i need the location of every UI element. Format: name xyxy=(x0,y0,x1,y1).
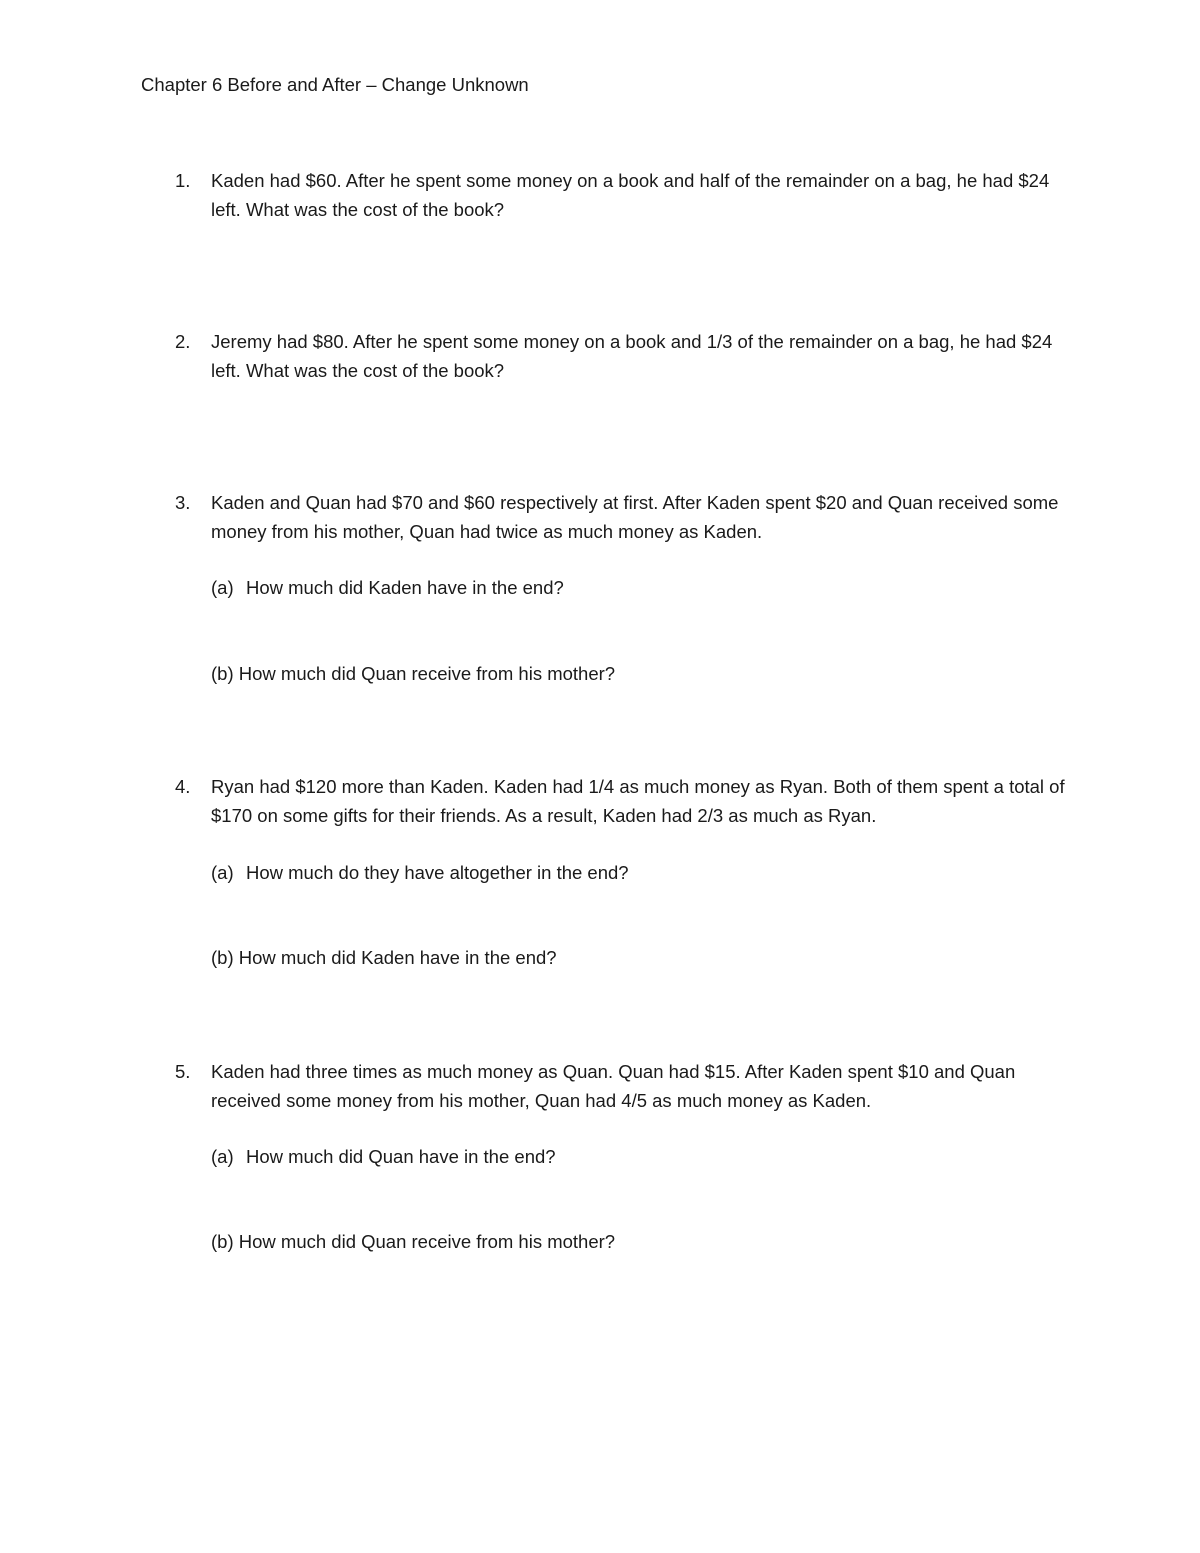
part-label: (b) xyxy=(211,1231,234,1252)
part-text: How much did Kaden have in the end? xyxy=(238,947,557,968)
part-text: How much did Quan receive from his mother? xyxy=(238,1231,616,1252)
question-4-part-a xyxy=(211,861,629,885)
part-label: (a) xyxy=(211,1146,234,1167)
question-number: 3. xyxy=(175,492,191,513)
question-3 xyxy=(141,489,1081,546)
part-text: How much did Quan receive from his mother? xyxy=(238,663,616,684)
question-number: 4. xyxy=(175,776,191,797)
question-5-part-a xyxy=(211,1145,556,1169)
part-label: (b) xyxy=(211,663,234,684)
question-5 xyxy=(141,1058,1081,1115)
question-4-part-b xyxy=(211,946,557,970)
question-4 xyxy=(141,773,1081,830)
question-1 xyxy=(141,167,1081,224)
part-label: (a) xyxy=(211,862,234,883)
part-label: (a) xyxy=(211,577,234,598)
document-title: Chapter 6 Before and After – Change Unknown xyxy=(141,74,529,95)
question-text: Ryan had $120 more than Kaden. Kaden had 1/4 as much money as Ryan. Both of them spent a total of $170 on some gifts for their friends. As a result, Kaden had 2/3 as much as Ryan. xyxy=(211,776,1065,826)
question-text: Kaden had $60. After he spent some money on a book and half of the remainder on a bag, he had $24 left. What was the cost of the book? xyxy=(211,170,1050,220)
question-number: 5. xyxy=(175,1061,191,1082)
part-text: How much did Kaden have in the end? xyxy=(246,577,564,598)
question-text: Jeremy had $80. After he spent some money on a book and 1/3 of the remainder on a bag, he had $24 left. What was the cost of the book? xyxy=(211,331,1053,381)
question-number: 2. xyxy=(175,331,191,352)
question-3-part-b xyxy=(211,662,615,686)
question-text: Kaden and Quan had $70 and $60 respectively at first. After Kaden spent $20 and Quan received some money from his mother, Quan had twice as much money as Kaden. xyxy=(211,492,1059,542)
question-number: 1. xyxy=(175,170,191,191)
question-text: Kaden had three times as much money as Quan. Quan had $15. After Kaden spent $10 and Quan received some money from his mother, Quan had 4/5 as much money as Kaden. xyxy=(211,1061,1016,1111)
part-text: How much did Quan have in the end? xyxy=(246,1146,556,1167)
question-3-part-a xyxy=(211,576,564,600)
question-5-part-b xyxy=(211,1230,615,1254)
part-label: (b) xyxy=(211,947,234,968)
part-text: How much do they have altogether in the end? xyxy=(246,862,629,883)
question-2 xyxy=(141,328,1081,385)
